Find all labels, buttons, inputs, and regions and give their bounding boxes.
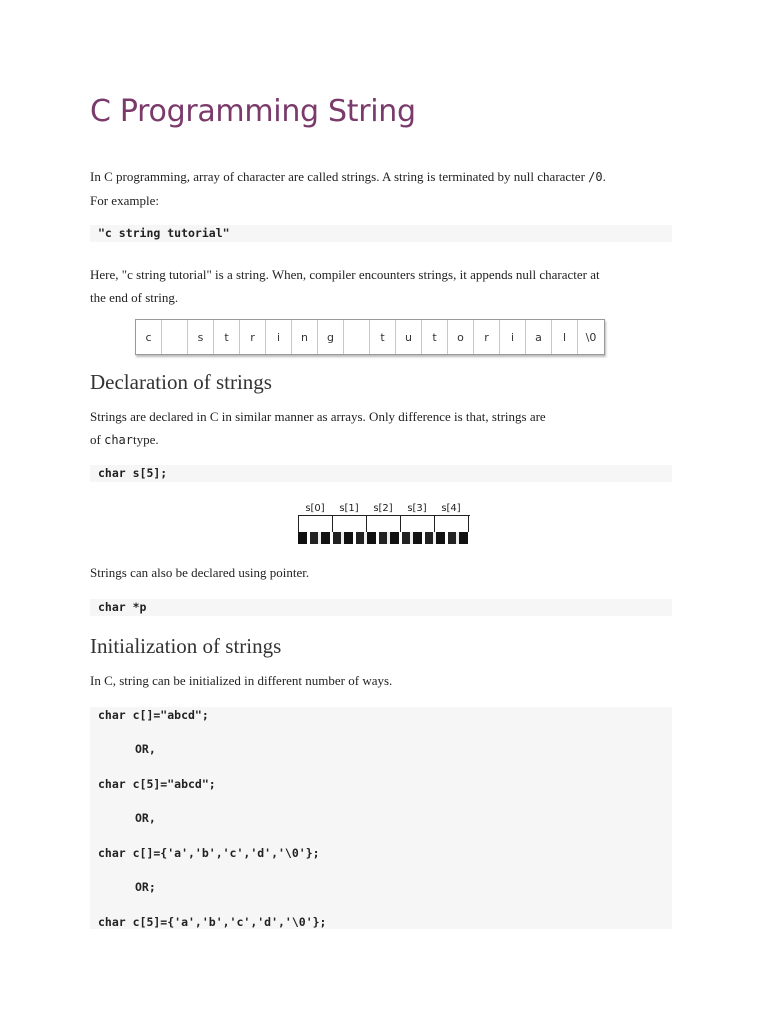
code-line: char c[]="abcd"; — [98, 708, 209, 722]
char-cell — [344, 320, 370, 354]
char-cell: r — [240, 320, 266, 354]
array-diagram — [298, 503, 470, 543]
array-box — [367, 516, 401, 532]
example-code-block: "c string tutorial" — [90, 225, 672, 242]
intro-paragraph — [90, 165, 672, 212]
char-cell: t — [422, 320, 448, 354]
char-cell: t — [370, 320, 396, 354]
char-cell: r — [474, 320, 500, 354]
page-title: C Programming String — [90, 94, 416, 129]
array-index-label: s[4] — [441, 503, 461, 514]
declaration-line1: Strings are declared in C in similar manner as arrays. Only difference is that, strings are — [90, 409, 546, 424]
para2-line1: Here, "c string tutorial" is a string. When, compiler encounters strings, it appends null character at — [90, 267, 600, 282]
initialization-heading: Initialization of strings — [90, 634, 282, 658]
declaration-code-block: char s[5]; — [90, 465, 672, 482]
pointer-paragraph: Strings can also be declared using pointer. — [90, 565, 310, 580]
array-box — [435, 516, 469, 532]
array-index-label: s[2] — [373, 503, 393, 514]
char-cell: i — [500, 320, 526, 354]
array-index-label: s[0] — [305, 503, 325, 514]
char-cell: o — [448, 320, 474, 354]
declaration-line2-prefix: of — [90, 432, 101, 447]
declaration-heading: Declaration of strings — [90, 370, 272, 394]
char-cell: a — [526, 320, 552, 354]
char-cell: g — [318, 320, 344, 354]
paragraph-string-explanation — [90, 263, 672, 309]
char-cell: c — [136, 320, 162, 354]
char-cell — [162, 320, 188, 354]
code-line: OR, — [135, 742, 156, 756]
string-character-diagram — [135, 319, 605, 355]
intro-text: In C programming, array of character are called strings. A string is terminated by null character — [90, 169, 585, 184]
code-line: OR, — [135, 811, 156, 825]
pointer-code-block: char *p — [90, 599, 672, 616]
null-char-code: /0 — [588, 170, 603, 184]
char-cell: n — [292, 320, 318, 354]
intro-line2: For example: — [90, 193, 159, 208]
char-cell: t — [214, 320, 240, 354]
char-cell: s — [188, 320, 214, 354]
declaration-paragraph — [90, 405, 672, 452]
initialization-code-block — [90, 707, 672, 929]
char-type-code: char — [104, 433, 133, 447]
array-index-labels — [298, 503, 470, 515]
array-box — [299, 516, 333, 532]
intro-suffix: . — [602, 169, 606, 184]
initialization-paragraph: In C, string can be initialized in different number of ways. — [90, 673, 393, 688]
char-cell: i — [266, 320, 292, 354]
array-boxes — [298, 515, 470, 532]
array-box — [401, 516, 435, 532]
code-line: char c[5]={'a','b','c','d','\0'}; — [98, 915, 327, 929]
array-memory-strip — [298, 532, 470, 544]
declaration-line2-suffix: type. — [133, 432, 159, 447]
code-line: char c[5]="abcd"; — [98, 777, 216, 791]
char-cell: u — [396, 320, 422, 354]
array-box — [333, 516, 367, 532]
array-index-label: s[1] — [339, 503, 359, 514]
char-cell: \0 — [585, 330, 597, 344]
char-cell: l — [552, 320, 578, 354]
para2-line2: the end of string. — [90, 290, 179, 305]
array-index-label: s[3] — [407, 503, 427, 514]
code-line: OR; — [135, 880, 156, 894]
code-line: char c[]={'a','b','c','d','\0'}; — [98, 846, 320, 860]
